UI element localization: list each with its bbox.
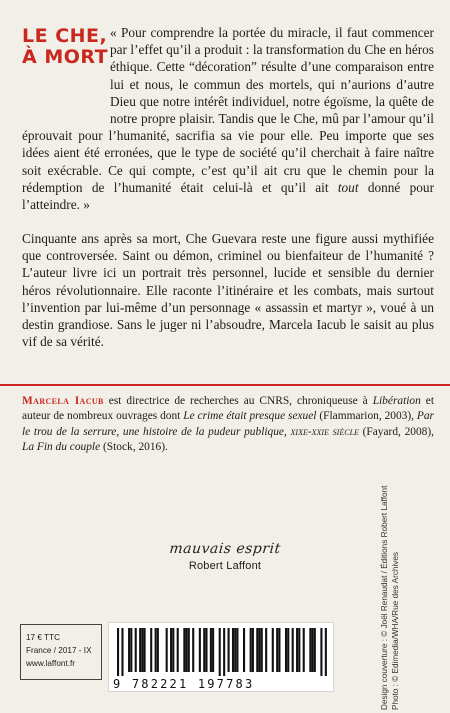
- barcode-bar: [265, 628, 267, 672]
- image-credits: [379, 390, 401, 710]
- barcode-bar: [210, 628, 212, 672]
- barcode-bar: [205, 628, 207, 672]
- quote-part-1: « Pour comprendre la portée du miracle, il faut commencer par l’effet qu’il a produit : la transformation du Che en héros éthique. Cette “décoration” résulte d’une comparaison entre lui et nous, le commun des mortels, qui n’aurions d’autre Dieu que notre intérêt individuel, notre égoïsme, la quête de notre propre plaisir. Tandis que le Che, mû par l’amour qu’il éprouvait pour l’humanité, sacrifia sa vie pour elle. Peu importe que ses idées aient été erronées, que le type de société qu’il cherchait à faire naître soit exécrable. Ce qui compte, c’est qu’il ait cru que le chemin pour la rédemption de l’humanité était celui-là et qu’il ait: [22, 25, 434, 195]
- barcode-bar: [166, 628, 168, 672]
- barcode-bar: [256, 628, 258, 672]
- logo-line-1: LE CHE,: [22, 25, 108, 47]
- bio-book-2: Par le trou de la serrure, une histoire de la pudeur publique,: [22, 410, 434, 438]
- bio-book-3: La Fin du couple: [22, 440, 101, 453]
- barcode-bars: [117, 628, 327, 676]
- barcode-bar: [188, 628, 190, 672]
- barcode-bar: [128, 628, 130, 672]
- barcode-bar: [141, 628, 143, 672]
- barcode-bar: [144, 628, 146, 672]
- barcode-bar: [325, 628, 327, 676]
- barcode-bar: [236, 628, 238, 672]
- edition-info: France / 2017 - IX: [26, 646, 92, 655]
- barcode-bar: [261, 628, 263, 672]
- barcode-bar: [312, 628, 314, 672]
- publisher-block: [155, 541, 295, 572]
- book-summary: Cinquante ans après sa mort, Che Guevara reste une figure aussi mythifiée que controversée. Saint ou démon, criminel ou bienfaiteur de l’humanité ? L’auteur livre ici un portrait très personnel, lucide et sensible du dernier héros révolutionnaire. Elle raconte l’itinéraire et les combats, mais surtout l’invention par lui-même d’un personnage « assassin et martyr », voué à un destin grandiose. Sans le juger ni l’absoudre, Marcela Iacub le saisit au plus vif de sa vérité.: [22, 231, 434, 350]
- barcode-bar: [135, 628, 137, 672]
- barcode-bar: [117, 628, 119, 676]
- bio-text-5: (Stock, 2016).: [100, 440, 168, 453]
- price-box: [20, 624, 102, 680]
- collection-signature: mauvais esprit: [168, 541, 282, 557]
- barcode-bar: [157, 628, 159, 672]
- quote-part-2: donné pour l’atteindre. »: [22, 179, 434, 213]
- bio-centuries: xixe-xxie siècle: [290, 425, 359, 438]
- isbn-barcode: [108, 622, 334, 692]
- excerpt-quote: [22, 24, 434, 213]
- barcode-bar: [252, 628, 254, 672]
- barcode-bar: [234, 628, 236, 672]
- logo-line-2: À MORT: [22, 46, 109, 68]
- barcode-bar: [298, 628, 300, 672]
- barcode-bar: [278, 628, 280, 672]
- barcode-bar: [150, 628, 152, 672]
- bio-text-3: (Flammarion, 2003),: [316, 410, 417, 423]
- barcode-bar: [296, 628, 298, 672]
- barcode-bar: [320, 628, 322, 676]
- barcode-bar: [130, 628, 132, 672]
- barcode-bar: [186, 628, 188, 672]
- credit-line-1: Design couverture : © Joël Renaudat / Éditions Robert Laffont: [380, 485, 389, 710]
- barcode-bar: [121, 628, 123, 676]
- barcode-bar: [243, 628, 245, 672]
- author-bio: [22, 394, 434, 455]
- barcode-bar: [276, 628, 278, 672]
- red-divider: [0, 384, 450, 386]
- barcode-bar: [139, 628, 141, 672]
- barcode-bar: [309, 628, 311, 672]
- barcode-bar: [203, 628, 205, 672]
- barcode-bar: [219, 628, 221, 676]
- credit-line-2: Photo : © Edimedia/WHA/Rue des Archives: [391, 551, 400, 710]
- barcode-bar: [177, 628, 179, 672]
- barcode-bar: [314, 628, 316, 672]
- barcode-bar: [223, 628, 225, 676]
- author-name: Marcela Iacub: [22, 395, 104, 407]
- barcode-bar: [272, 628, 274, 672]
- barcode-bar: [232, 628, 234, 672]
- barcode-bar: [192, 628, 194, 672]
- barcode-bar: [199, 628, 201, 672]
- bio-text-1: est directrice de recherches au CNRS, chroniqueuse à: [103, 395, 373, 407]
- isbn-number: 9 782221 197783: [113, 677, 255, 691]
- quote-emphasis: tout: [337, 179, 359, 195]
- price: 17 € TTC: [26, 633, 60, 642]
- barcode-bar: [212, 628, 214, 672]
- barcode-bar: [183, 628, 185, 672]
- barcode-bar: [303, 628, 305, 672]
- bio-text-4: (Fayard, 2008),: [358, 425, 435, 438]
- barcode-bar: [292, 628, 294, 672]
- bio-journal: Libération: [372, 395, 421, 407]
- barcode-bar: [250, 628, 252, 672]
- barcode-bar: [172, 628, 174, 672]
- barcode-bar: [287, 628, 289, 672]
- publisher-name: Robert Laffont: [188, 560, 262, 572]
- barcode-bar: [228, 628, 230, 672]
- barcode-bar: [170, 628, 172, 672]
- website: www.laffont.fr: [26, 659, 75, 668]
- barcode-bar: [285, 628, 287, 672]
- barcode-bar: [155, 628, 157, 672]
- barcode-bar: [258, 628, 260, 672]
- bio-book-1: Le crime était presque sexuel: [183, 410, 317, 423]
- bio-text-2: et auteur de nombreux ouvrages dont: [22, 395, 434, 423]
